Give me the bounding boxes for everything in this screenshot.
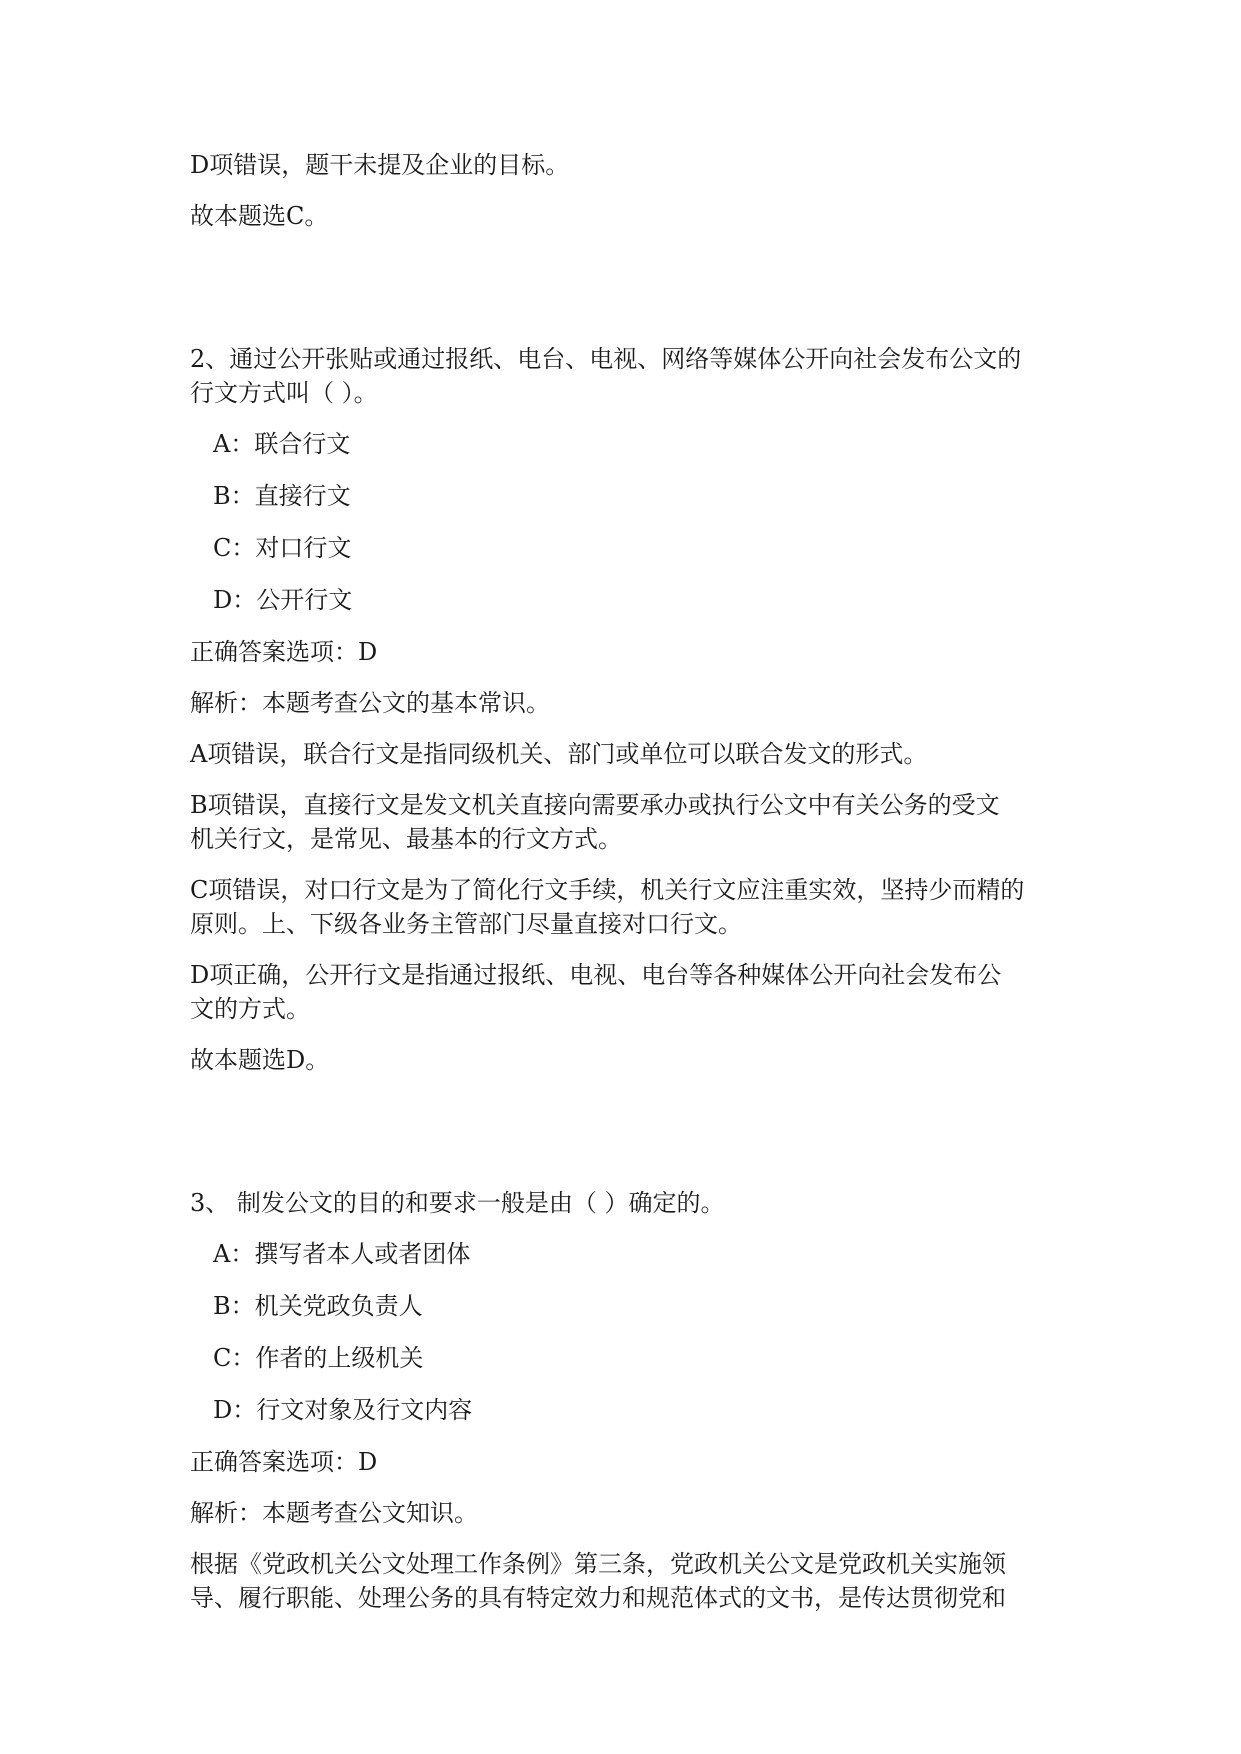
explanation-line: 机关行文，是常见、最基本的行文方式。 — [190, 825, 622, 853]
question-2-explanation-d — [190, 958, 1070, 1026]
question-2-conclusion: 故本题选D。 — [190, 1046, 330, 1074]
explanation-line: D项正确，公开行文是指通过报纸、电视、电台等各种媒体公开向社会发布公 — [190, 961, 1002, 989]
question-2 — [190, 342, 1070, 1077]
previous-question-tail — [190, 148, 1070, 233]
spacer — [190, 1094, 1070, 1186]
question-2-stem-line-2: 行文方式叫（ ）。 — [190, 379, 378, 407]
question-3-explanation — [190, 1547, 1070, 1615]
question-3-stem: 3、 制发公文的目的和要求一般是由（ ）确定的。 — [190, 1189, 725, 1217]
conclusion-prev: 故本题选C。 — [190, 202, 329, 230]
question-2-explanation-b — [190, 788, 1070, 856]
document-page — [190, 148, 1070, 1632]
explanation-line: 文的方式。 — [190, 995, 310, 1023]
explanation-line: C项错误，对口行文是为了简化行文手续，机关行文应注重实效，坚持少而精的 — [190, 876, 1025, 904]
question-2-option-c: C：对口行文 — [213, 534, 352, 562]
explanation-line: 导、履行职能、处理公务的具有特定效力和规范体式的文书，是传达贯彻党和 — [190, 1584, 1006, 1612]
explanation-line: B项错误，直接行文是发文机关直接向需要承办或执行公文中有关公务的受文 — [190, 791, 1000, 819]
question-3 — [190, 1186, 1070, 1615]
explanation-line: 原则。上、下级各业务主管部门尽量直接对口行文。 — [190, 910, 742, 938]
question-3-option-c: C：作者的上级机关 — [213, 1344, 424, 1372]
explanation-line: 根据《党政机关公文处理工作条例》第三条，党政机关公文是党政机关实施领 — [190, 1550, 1006, 1578]
question-2-analysis-intro: 解析：本题考查公文的基本常识。 — [190, 689, 550, 717]
question-2-stem-line-1: 2、通过公开张贴或通过报纸、电台、电视、网络等媒体公开向社会发布公文的 — [190, 345, 1022, 373]
question-3-option-a: A：撰写者本人或者团体 — [213, 1240, 471, 1268]
question-2-option-b: B：直接行文 — [213, 482, 351, 510]
spacer — [190, 250, 1070, 342]
question-3-option-b: B：机关党政负责人 — [213, 1292, 423, 1320]
question-2-stem — [190, 342, 1070, 410]
question-2-answer: 正确答案选项：D — [190, 638, 378, 666]
question-3-answer: 正确答案选项：D — [190, 1448, 378, 1476]
question-2-option-a: A：联合行文 — [213, 430, 351, 458]
question-3-option-d: D：行文对象及行文内容 — [213, 1396, 473, 1424]
explanation-line: A项错误，联合行文是指同级机关、部门或单位可以联合发文的形式。 — [190, 740, 928, 768]
explanation-d-prev: D项错误，题干未提及企业的目标。 — [190, 151, 570, 179]
question-2-explanation-c — [190, 873, 1070, 941]
question-2-option-d: D：公开行文 — [213, 586, 353, 614]
question-3-analysis-intro: 解析：本题考查公文知识。 — [190, 1499, 478, 1527]
question-2-explanation-a — [190, 737, 1070, 771]
